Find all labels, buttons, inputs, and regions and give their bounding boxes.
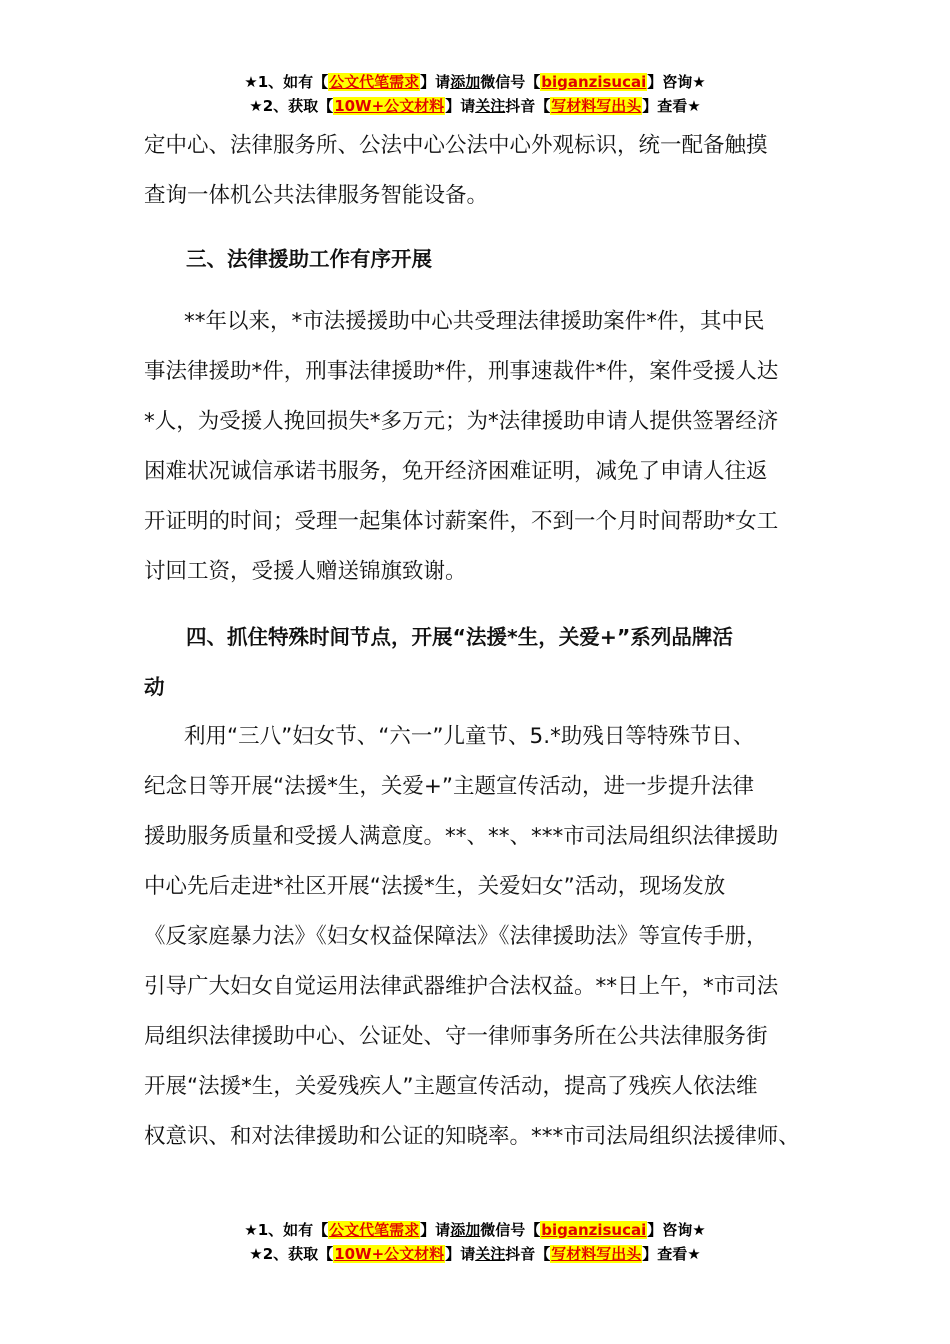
banner-text: 抖音【 [505, 97, 551, 115]
text-line: 局组织法律援助中心、公证处、守一律师事务所在公共法律服务街 [144, 1024, 768, 1049]
banner-text: 2、获取【 [262, 97, 334, 115]
star-icon: ★ [249, 97, 263, 115]
banner-text: 】咨询★ [647, 1221, 706, 1239]
banner-text: 】查看★ [642, 97, 701, 115]
section-heading-cont: 动 [144, 675, 165, 699]
text-line: 事法律援助*件，刑事法律援助*件，刑事速裁件*件，案件受援人达 [144, 359, 779, 384]
text-line: 援助服务质量和受援人满意度。**、**、***市司法局组织法律援助 [144, 824, 779, 849]
banner-line-2 [0, 1242, 950, 1266]
text-line: 开证明的时间；受理一起集体讨薪案件，不到一个月时间帮助*女工 [144, 509, 779, 534]
text-line: 开展“法援*生，关爱残疾人”主题宣传活动，提高了残疾人依法维 [144, 1074, 758, 1099]
highlight-douyin: 写材料写出头 [551, 1245, 642, 1263]
highlight-materials: 10W+公文材料 [334, 1245, 445, 1263]
banner-text: 2、获取【 [262, 1245, 334, 1263]
highlight-service: 公文代笔需求 [329, 1221, 420, 1239]
banner-underlined: 添加 [450, 73, 481, 91]
banner-text: 】请 [445, 1245, 476, 1263]
banner-text: 微信号【 [480, 1221, 541, 1239]
banner-text: 】请 [420, 1221, 451, 1239]
banner-text: 】请 [445, 97, 476, 115]
banner-underlined: 关注 [475, 1245, 506, 1263]
text-line: 中心先后走进*社区开展“法援*生，关爱妇女”活动，现场发放 [144, 874, 726, 899]
banner-text: 】查看★ [642, 1245, 701, 1263]
banner-text: 微信号【 [480, 73, 541, 91]
text-line: 困难状况诚信承诺书服务，免开经济困难证明，减免了申请人往返 [144, 459, 768, 484]
star-icon: ★ [244, 73, 258, 91]
banner-text: 抖音【 [505, 1245, 551, 1263]
footer-banner [0, 1218, 950, 1266]
text-line: 查询一体机公共法律服务智能设备。 [144, 183, 489, 208]
text-line: **年以来，*市法援援助中心共受理法律援助案件*件，其中民 [184, 309, 765, 334]
banner-underlined: 添加 [450, 1221, 481, 1239]
text-line: 利用“三八”妇女节、“六一”儿童节、5.*助残日等特殊节日、 [184, 724, 755, 749]
banner-text: 1、如有【 [257, 1221, 329, 1239]
text-line: 纪念日等开展“法援*生，关爱+”主题宣传活动，进一步提升法律 [144, 774, 755, 799]
star-icon: ★ [249, 1245, 263, 1263]
section-heading: 三、法律援助工作有序开展 [186, 247, 432, 271]
document-body [144, 121, 824, 1162]
banner-line-1 [0, 1218, 950, 1242]
star-icon: ★ [244, 1221, 258, 1239]
text-line: 引导广大妇女自觉运用法律武器维护合法权益。**日上午，*市司法 [144, 974, 779, 999]
banner-underlined: 关注 [475, 97, 506, 115]
highlight-douyin: 写材料写出头 [551, 97, 642, 115]
highlight-wechat-id: biganzisucai [541, 73, 647, 91]
header-banner [0, 70, 950, 118]
text-line: 权意识、和对法律援助和公证的知晓率。***市司法局组织法援律师、 [144, 1124, 800, 1149]
banner-text: 】请 [420, 73, 451, 91]
highlight-wechat-id: biganzisucai [541, 1221, 647, 1239]
section-heading: 四、抓住特殊时间节点，开展“法援*生，关爱+”系列品牌活 [186, 625, 733, 649]
banner-line-2 [0, 94, 950, 118]
text-line: *人，为受援人挽回损失*多万元；为*法律援助申请人提供签署经济 [144, 409, 779, 434]
text-line: 《反家庭暴力法》《妇女权益保障法》《法律援助法》等宣传手册， [144, 924, 768, 949]
banner-line-1 [0, 70, 950, 94]
banner-text: 1、如有【 [257, 73, 329, 91]
text-line: 定中心、法律服务所、公法中心公法中心外观标识，统一配备触摸 [144, 133, 768, 158]
banner-text: 】咨询★ [647, 73, 706, 91]
highlight-service: 公文代笔需求 [329, 73, 420, 91]
text-line: 讨回工资，受援人赠送锦旗致谢。 [144, 559, 467, 584]
highlight-materials: 10W+公文材料 [334, 97, 445, 115]
